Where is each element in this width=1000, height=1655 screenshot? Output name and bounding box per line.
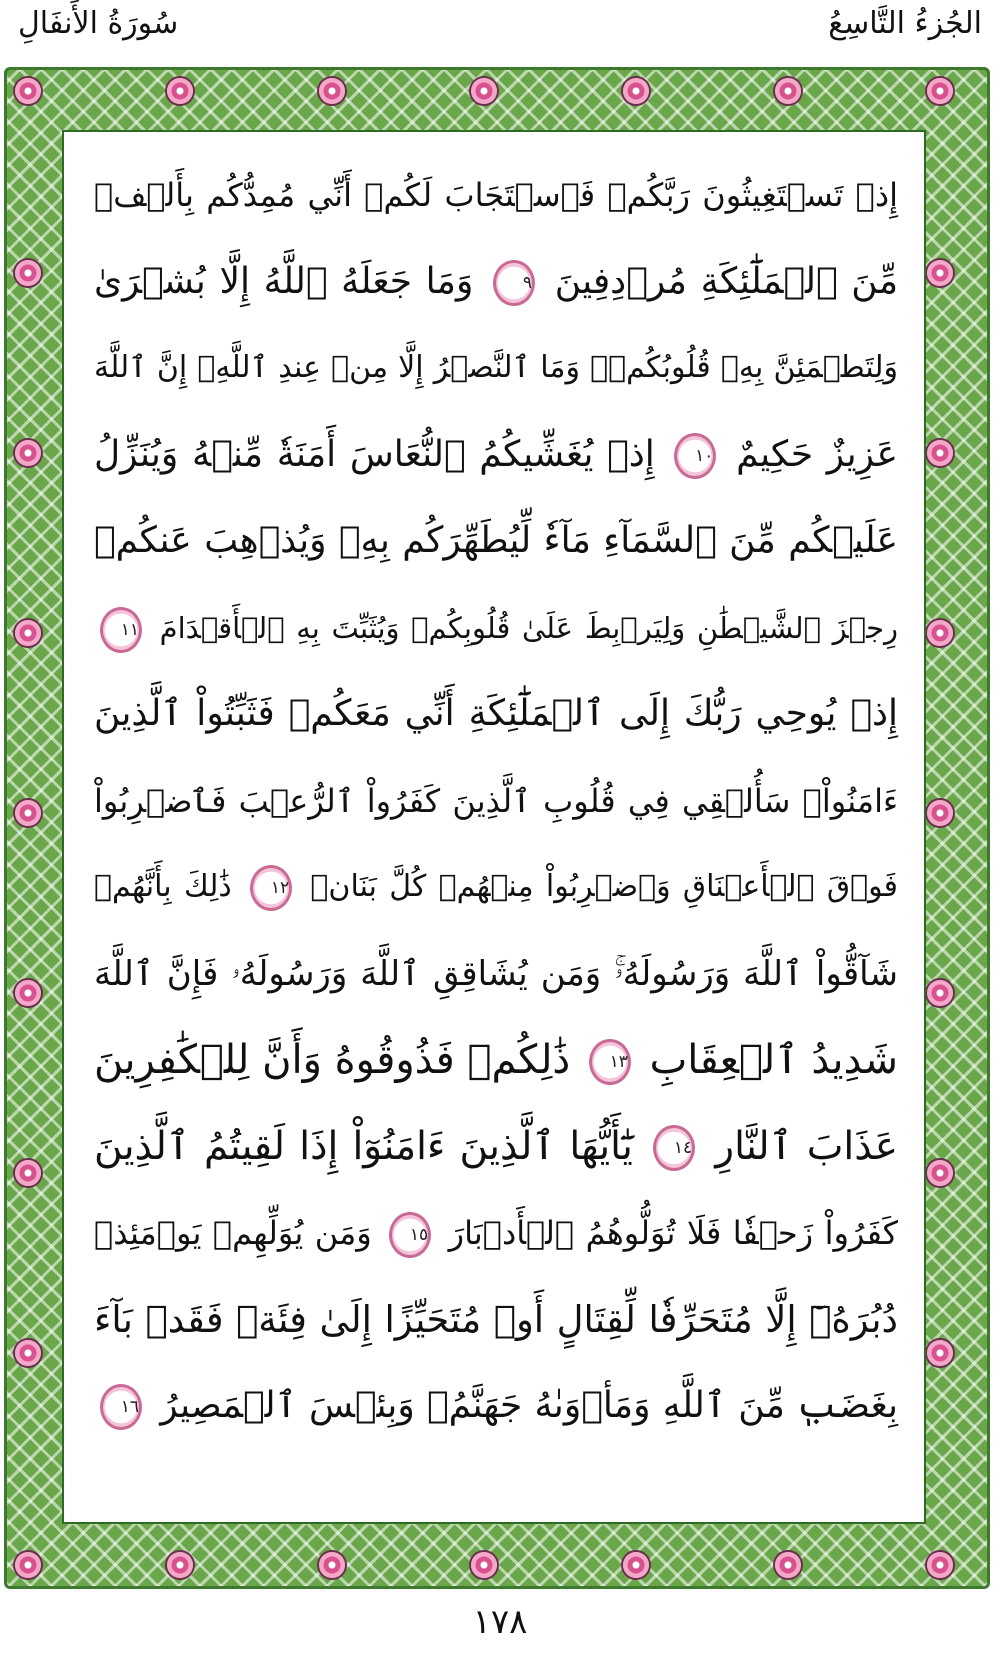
text-line <box>64 671 928 758</box>
flower-ornament-icon <box>15 78 41 104</box>
ayah-number-marker: ٩ <box>493 260 535 306</box>
surah-title: سُورَةُ الأَنفَالِ <box>18 6 179 41</box>
line-text: ءَامَنُواْۚ سَأُلۡقِي فِي قُلُوبِ ٱلَّذِينَ كَفَرُواْ ٱلرُّعۡبَ فَٱضۡرِبُواْ <box>94 781 898 820</box>
text-line <box>64 239 928 326</box>
line-text: شَآقُّواْ ٱللَّهَ وَرَسُولَهُۥۚ وَمَن يُشَاقِقِ ٱللَّهَ وَرَسُولَهُۥ فَإِنَّ ٱللَّهَ <box>94 953 898 994</box>
text-line <box>64 152 928 239</box>
flower-ornament-icon <box>927 800 953 826</box>
line-text: يَٰٓأَيُّهَا ٱلَّذِينَ ءَامَنُوٓاْ إِذَا لَقِيتُمُ ٱلَّذِينَ <box>94 1123 633 1169</box>
juz-title: الجُزءُ التَّاسِعُ <box>828 6 982 41</box>
line-text: عَذَابَ ٱلنَّارِ <box>715 1123 898 1169</box>
text-line <box>64 585 928 672</box>
flower-ornament-icon <box>15 1160 41 1186</box>
text-line <box>64 325 928 412</box>
page-number: ١٧٨ <box>472 1602 528 1642</box>
verse-lines <box>64 152 928 1450</box>
text-line <box>64 844 928 931</box>
flower-ornament-icon <box>15 800 41 826</box>
flower-ornament-icon <box>167 1552 193 1578</box>
flower-ornament-icon <box>15 260 41 286</box>
flower-ornament-icon <box>927 1160 953 1186</box>
flower-ornament-icon <box>15 980 41 1006</box>
line-text: رِجۡزَ ٱلشَّيۡطَٰنِ وَلِيَرۡبِطَ عَلَىٰ قُلُوبِكُمۡ وَيُثَبِّتَ بِهِ ٱلۡأَقۡدَامَ <box>159 610 898 645</box>
line-text: شَدِيدُ ٱلۡعِقَابِ <box>649 1037 898 1083</box>
line-text: وَمَن يُوَلِّهِمۡ يَوۡمَئِذٖ <box>94 1214 372 1252</box>
flower-ornament-icon <box>775 1552 801 1578</box>
flower-ornament-icon <box>319 78 345 104</box>
flower-ornament-icon <box>927 260 953 286</box>
flower-ornament-icon <box>927 440 953 466</box>
ayah-number-marker: ١١ <box>100 607 142 653</box>
flower-ornament-icon <box>927 620 953 646</box>
text-line <box>64 1104 928 1191</box>
text-line <box>64 498 928 585</box>
line-text: إِذۡ يُوحِي رَبُّكَ إِلَى ٱلۡمَلَٰٓئِكَةِ أَنِّي مَعَكُمۡ فَثَبِّتُواْ ٱلَّذِينَ <box>94 693 898 734</box>
line-text: مِّنَ ٱلۡمَلَٰٓئِكَةِ مُرۡدِفِينَ <box>554 260 898 302</box>
text-line <box>64 758 928 845</box>
text-line <box>64 1190 928 1277</box>
flower-ornament-icon <box>471 1552 497 1578</box>
ayah-number-marker: ١٢ <box>250 865 292 911</box>
flower-ornament-icon <box>927 1340 953 1366</box>
text-line <box>64 1017 928 1104</box>
text-line <box>64 1363 928 1450</box>
line-text: عَزِيزٌ حَكِيمٌ <box>736 433 898 475</box>
flower-ornament-icon <box>775 78 801 104</box>
flower-ornament-icon <box>15 1340 41 1366</box>
ayah-number-marker: ١٤ <box>653 1125 695 1171</box>
ayah-number-marker: ١٣ <box>589 1039 631 1085</box>
text-line <box>64 931 928 1018</box>
line-text: إِذۡ تَسۡتَغِيثُونَ رَبَّكُمۡ فَٱسۡتَجَابَ لَكُمۡ أَنِّي مُمِدُّكُم بِأَلۡفٖ <box>94 176 898 214</box>
flower-ornament-icon <box>623 78 649 104</box>
flower-ornament-icon <box>15 620 41 646</box>
ayah-number-marker: ١٦ <box>100 1384 142 1430</box>
flower-ornament-icon <box>471 78 497 104</box>
text-line <box>64 412 928 499</box>
flower-ornament-icon <box>927 980 953 1006</box>
line-text: إِذۡ يُغَشِّيكُمُ ٱلنُّعَاسَ أَمَنَةٗ مِّنۡهُ وَيُنَزِّلُ <box>94 433 655 475</box>
flower-ornament-icon <box>623 1552 649 1578</box>
ayah-number-marker: ١٥ <box>389 1212 431 1258</box>
flower-ornament-icon <box>15 1552 41 1578</box>
flower-ornament-icon <box>927 78 953 104</box>
line-text: وَمَا جَعَلَهُ ٱللَّهُ إِلَّا بُشۡرَىٰ <box>94 260 474 302</box>
ayah-number-marker: ١٠ <box>674 433 716 479</box>
line-text: دُبُرَهُۥٓ إِلَّا مُتَحَرِّفٗا لِّقِتَالٍ أَوۡ مُتَحَيِّزًا إِلَىٰ فِئَةٖ فَقَدۡ بَآءَ <box>94 1297 898 1341</box>
flower-ornament-icon <box>319 1552 345 1578</box>
quran-text-panel <box>62 130 926 1524</box>
text-line <box>64 1277 928 1364</box>
flower-ornament-icon <box>167 78 193 104</box>
flower-ornament-icon <box>927 1552 953 1578</box>
line-text: بِغَضَبٖ مِّنَ ٱللَّهِ وَمَأۡوَىٰهُ جَهَنَّمُۖ وَبِئۡسَ ٱلۡمَصِيرُ <box>160 1385 898 1426</box>
page-header <box>0 0 1000 62</box>
line-text: ذَٰلِكَ بِأَنَّهُمۡ <box>94 869 232 904</box>
line-text: فَوۡقَ ٱلۡأَعۡنَاقِ وَٱضۡرِبُواْ مِنۡهُمۡ كُلَّ بَنَانٖ <box>310 869 898 904</box>
flower-ornament-icon <box>15 440 41 466</box>
line-text: عَلَيۡكُم مِّنَ ٱلسَّمَآءِ مَآءٗ لِّيُطَهِّرَكُم بِهِۦ وَيُذۡهِبَ عَنكُمۡ <box>94 520 898 561</box>
line-text: ذَٰلِكُمۡ فَذُوقُوهُ وَأَنَّ لِلۡكَٰفِرِينَ <box>93 1037 571 1083</box>
line-text: وَلِتَطۡمَئِنَّ بِهِۦ قُلُوبُكُمۡۚ وَمَا ٱلنَّصۡرُ إِلَّا مِنۡ عِندِ ٱللَّهِۚ إِنَّ ٱللَّهَ <box>94 350 898 385</box>
line-text: كَفَرُواْ زَحۡفٗا فَلَا تُوَلُّوهُمُ ٱلۡأَدۡبَارَ <box>448 1214 898 1252</box>
